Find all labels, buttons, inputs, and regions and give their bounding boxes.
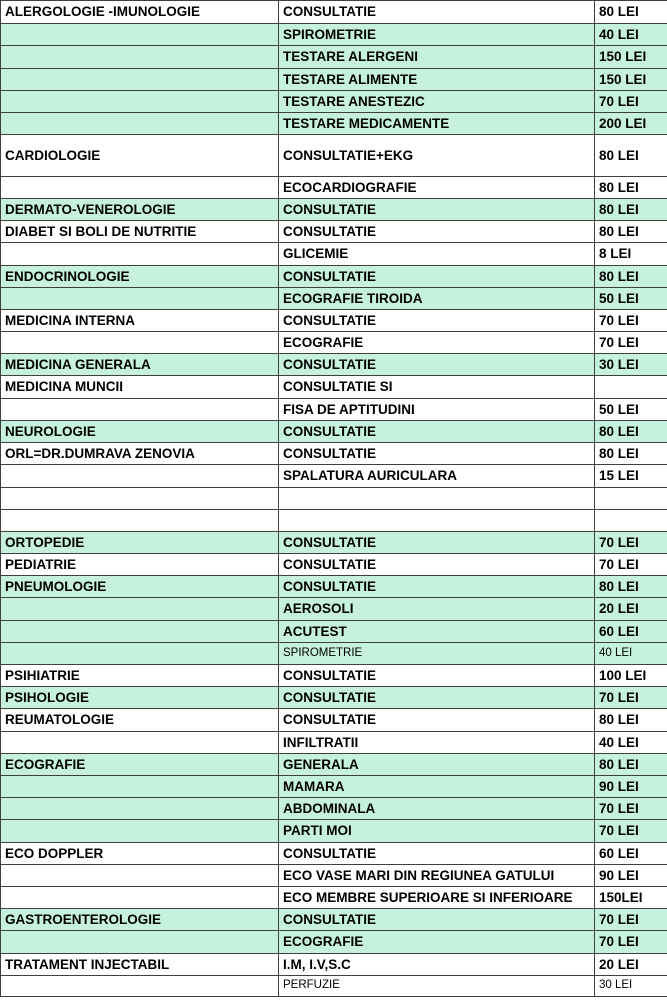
specialty-cell xyxy=(1,465,279,488)
table-row xyxy=(1,199,667,221)
price-cell: 80 LEI xyxy=(595,754,667,776)
table-row xyxy=(1,443,667,465)
price-cell: 70 LEI xyxy=(595,310,667,332)
specialty-cell xyxy=(1,776,279,798)
table-row xyxy=(1,576,667,598)
specialty-cell: MEDICINA INTERNA xyxy=(1,310,279,332)
service-cell: PARTI MOI xyxy=(279,820,595,843)
service-cell: ECO VASE MARI DIN REGIUNEA GATULUI xyxy=(279,865,595,887)
table-row xyxy=(1,354,667,376)
specialty-cell xyxy=(1,976,279,997)
service-cell: CONSULTATIE xyxy=(279,354,595,376)
table-row xyxy=(1,887,667,909)
specialty-cell: ECO DOPPLER xyxy=(1,843,279,865)
table-row xyxy=(1,376,667,399)
specialty-cell xyxy=(1,598,279,621)
price-cell: 80 LEI xyxy=(595,266,667,288)
price-cell xyxy=(595,376,667,399)
service-cell: CONSULTATIE xyxy=(279,443,595,465)
table-row xyxy=(1,465,667,488)
price-list-body xyxy=(1,1,667,997)
service-cell: TESTARE ALERGENI xyxy=(279,46,595,69)
price-cell: 40 LEI xyxy=(595,643,667,665)
table-row xyxy=(1,554,667,576)
table-row xyxy=(1,332,667,354)
price-cell: 200 LEI xyxy=(595,113,667,135)
price-cell: 70 LEI xyxy=(595,820,667,843)
specialty-cell xyxy=(1,91,279,113)
specialty-cell xyxy=(1,887,279,909)
table-row xyxy=(1,598,667,621)
service-cell: CONSULTATIE xyxy=(279,576,595,598)
specialty-cell xyxy=(1,113,279,135)
price-cell: 80 LEI xyxy=(595,135,667,177)
service-cell: CONSULTATIE xyxy=(279,421,595,443)
specialty-cell xyxy=(1,177,279,199)
service-cell: ACUTEST xyxy=(279,621,595,643)
price-cell: 70 LEI xyxy=(595,798,667,820)
table-row xyxy=(1,732,667,754)
table-row xyxy=(1,709,667,732)
price-cell: 70 LEI xyxy=(595,687,667,709)
price-cell: 40 LEI xyxy=(595,24,667,46)
service-cell: ABDOMINALA xyxy=(279,798,595,820)
table-row xyxy=(1,288,667,310)
table-row xyxy=(1,754,667,776)
price-cell: 30 LEI xyxy=(595,976,667,997)
table-row xyxy=(1,954,667,976)
specialty-cell: ALERGOLOGIE -IMUNOLOGIE xyxy=(1,1,279,24)
table-row xyxy=(1,843,667,865)
specialty-cell xyxy=(1,643,279,665)
table-row xyxy=(1,776,667,798)
price-cell: 40 LEI xyxy=(595,732,667,754)
service-cell: ECOGRAFIE TIROIDA xyxy=(279,288,595,310)
price-cell: 50 LEI xyxy=(595,288,667,310)
price-cell: 70 LEI xyxy=(595,332,667,354)
specialty-cell xyxy=(1,732,279,754)
specialty-cell: ECOGRAFIE xyxy=(1,754,279,776)
service-cell: CONSULTATIE xyxy=(279,665,595,687)
price-cell: 70 LEI xyxy=(595,931,667,954)
table-row xyxy=(1,621,667,643)
specialty-cell xyxy=(1,798,279,820)
specialty-cell: ORL=DR.DUMRAVA ZENOVIA xyxy=(1,443,279,465)
price-cell xyxy=(595,510,667,532)
price-cell: 150LEI xyxy=(595,887,667,909)
table-row xyxy=(1,820,667,843)
specialty-cell xyxy=(1,243,279,266)
specialty-cell xyxy=(1,931,279,954)
price-cell: 150 LEI xyxy=(595,46,667,69)
table-row xyxy=(1,687,667,709)
service-cell: GENERALA xyxy=(279,754,595,776)
table-row xyxy=(1,798,667,820)
price-cell: 80 LEI xyxy=(595,221,667,243)
price-cell: 60 LEI xyxy=(595,843,667,865)
service-cell: SPIROMETRIE xyxy=(279,24,595,46)
price-cell: 80 LEI xyxy=(595,1,667,24)
service-cell xyxy=(279,488,595,510)
specialty-cell: ORTOPEDIE xyxy=(1,532,279,554)
price-cell: 150 LEI xyxy=(595,69,667,91)
table-row xyxy=(1,243,667,266)
price-cell: 60 LEI xyxy=(595,621,667,643)
service-cell: TESTARE ANESTEZIC xyxy=(279,91,595,113)
specialty-cell: ENDOCRINOLOGIE xyxy=(1,266,279,288)
price-cell: 80 LEI xyxy=(595,709,667,732)
service-cell: CONSULTATIE xyxy=(279,843,595,865)
service-cell: AEROSOLI xyxy=(279,598,595,621)
table-row xyxy=(1,69,667,91)
service-cell: CONSULTATIE+EKG xyxy=(279,135,595,177)
price-cell: 20 LEI xyxy=(595,954,667,976)
table-row xyxy=(1,310,667,332)
price-cell: 80 LEI xyxy=(595,177,667,199)
price-cell: 15 LEI xyxy=(595,465,667,488)
service-cell: FISA DE APTITUDINI xyxy=(279,399,595,421)
specialty-cell xyxy=(1,488,279,510)
table-row xyxy=(1,865,667,887)
specialty-cell: PSIHOLOGIE xyxy=(1,687,279,709)
price-cell: 30 LEI xyxy=(595,354,667,376)
specialty-cell xyxy=(1,820,279,843)
service-cell: CONSULTATIE xyxy=(279,709,595,732)
service-cell: CONSULTATIE xyxy=(279,532,595,554)
specialty-cell xyxy=(1,46,279,69)
specialty-cell: PSIHIATRIE xyxy=(1,665,279,687)
service-cell: MAMARA xyxy=(279,776,595,798)
table-row xyxy=(1,665,667,687)
specialty-cell xyxy=(1,621,279,643)
specialty-cell: MEDICINA GENERALA xyxy=(1,354,279,376)
price-cell: 70 LEI xyxy=(595,909,667,931)
table-row xyxy=(1,1,667,24)
specialty-cell: PEDIATRIE xyxy=(1,554,279,576)
service-cell: CONSULTATIE xyxy=(279,554,595,576)
service-cell: I.M, I.V,S.C xyxy=(279,954,595,976)
specialty-cell xyxy=(1,288,279,310)
table-row xyxy=(1,135,667,177)
price-cell: 20 LEI xyxy=(595,598,667,621)
specialty-cell: CARDIOLOGIE xyxy=(1,135,279,177)
table-row xyxy=(1,177,667,199)
service-cell: SPALATURA AURICULARA xyxy=(279,465,595,488)
specialty-cell: REUMATOLOGIE xyxy=(1,709,279,732)
price-cell: 70 LEI xyxy=(595,532,667,554)
specialty-cell: DERMATO-VENEROLOGIE xyxy=(1,199,279,221)
table-row xyxy=(1,399,667,421)
price-cell: 80 LEI xyxy=(595,443,667,465)
table-row xyxy=(1,91,667,113)
specialty-cell: MEDICINA MUNCII xyxy=(1,376,279,399)
table-row xyxy=(1,510,667,532)
service-cell: GLICEMIE xyxy=(279,243,595,266)
price-cell: 100 LEI xyxy=(595,665,667,687)
service-cell: CONSULTATIE xyxy=(279,1,595,24)
price-cell: 80 LEI xyxy=(595,199,667,221)
service-cell: CONSULTATIE SI xyxy=(279,376,595,399)
price-cell: 70 LEI xyxy=(595,554,667,576)
service-cell: INFILTRATII xyxy=(279,732,595,754)
service-cell: ECOGRAFIE xyxy=(279,332,595,354)
specialty-cell: GASTROENTEROLOGIE xyxy=(1,909,279,931)
specialty-cell: TRATAMENT INJECTABIL xyxy=(1,954,279,976)
table-row xyxy=(1,221,667,243)
table-row xyxy=(1,24,667,46)
price-cell: 90 LEI xyxy=(595,865,667,887)
table-row xyxy=(1,421,667,443)
service-cell: SPIROMETRIE xyxy=(279,643,595,665)
price-cell: 80 LEI xyxy=(595,421,667,443)
service-cell: CONSULTATIE xyxy=(279,687,595,709)
specialty-cell: NEUROLOGIE xyxy=(1,421,279,443)
service-cell: CONSULTATIE xyxy=(279,266,595,288)
price-cell: 8 LEI xyxy=(595,243,667,266)
service-cell: CONSULTATIE xyxy=(279,199,595,221)
service-cell: PERFUZIE xyxy=(279,976,595,997)
specialty-cell xyxy=(1,510,279,532)
table-row xyxy=(1,46,667,69)
service-cell: CONSULTATIE xyxy=(279,221,595,243)
table-row xyxy=(1,266,667,288)
price-cell: 70 LEI xyxy=(595,91,667,113)
table-row xyxy=(1,909,667,931)
price-cell xyxy=(595,488,667,510)
price-cell: 50 LEI xyxy=(595,399,667,421)
table-row xyxy=(1,532,667,554)
service-cell xyxy=(279,510,595,532)
service-cell: ECOCARDIOGRAFIE xyxy=(279,177,595,199)
service-cell: CONSULTATIE xyxy=(279,909,595,931)
specialty-cell: PNEUMOLOGIE xyxy=(1,576,279,598)
service-cell: TESTARE MEDICAMENTE xyxy=(279,113,595,135)
table-row xyxy=(1,113,667,135)
service-cell: CONSULTATIE xyxy=(279,310,595,332)
specialty-cell xyxy=(1,69,279,91)
service-cell: ECO MEMBRE SUPERIOARE SI INFERIOARE xyxy=(279,887,595,909)
specialty-cell xyxy=(1,332,279,354)
table-row xyxy=(1,643,667,665)
price-cell: 90 LEI xyxy=(595,776,667,798)
table-row xyxy=(1,488,667,510)
specialty-cell xyxy=(1,399,279,421)
table-row xyxy=(1,931,667,954)
specialty-cell xyxy=(1,865,279,887)
price-cell: 80 LEI xyxy=(595,576,667,598)
service-cell: TESTARE ALIMENTE xyxy=(279,69,595,91)
table-row xyxy=(1,976,667,997)
service-cell: ECOGRAFIE xyxy=(279,931,595,954)
specialty-cell xyxy=(1,24,279,46)
specialty-cell: DIABET SI BOLI DE NUTRITIE xyxy=(1,221,279,243)
